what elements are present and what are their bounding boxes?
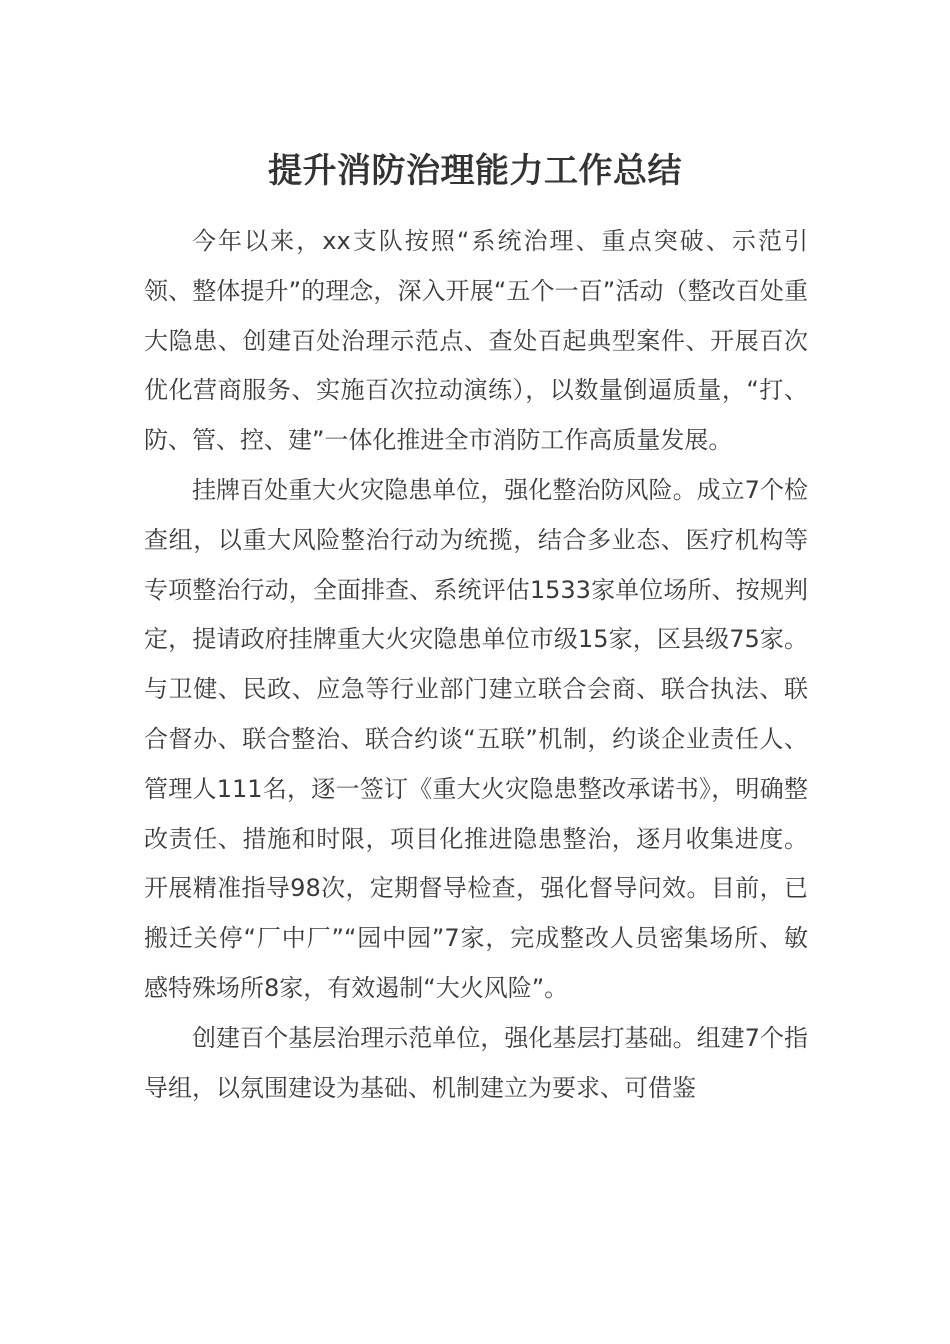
paragraph-intro: 今年以来，xx支队按照“系统治理、重点突破、示范引领、整体提升”的理念，深入开展“五个一百”活动（整改百处重大隐患、创建百处治理示范点、查处百起典型案件、开展百次优化营商服务、实施百次拉动演练），以数量倒逼质量，“打、防、管、控、建”一体化推进全市消防工作高质量发展。 — [144, 227, 808, 455]
document-body — [144, 217, 808, 1113]
paragraph-grassroots-demonstration: 创建百个基层治理示范单位，强化基层打基础。组建7个指导组，以氛围建设为基础、机制建立为要求、可借鉴 — [144, 1023, 808, 1102]
document-title: 提升消防治理能力工作总结 — [268, 151, 682, 191]
paragraph-hazard-rectification: 挂牌百处重大火灾隐患单位，强化整治防风险。成立7个检查组，以重大风险整治行动为统揽，结合多业态、医疗机构等专项整治行动，全面排查、系统评估1533家单位场所、按规判定，提请政府挂牌重大火灾隐患单位市级15家，区县级75家。与卫健、民政、应急等行业部门建立联合会商、联合执法、联合督办、联合整治、联合约谈“五联”机制，约谈企业责任人、管理人111名，逐一签订《重大火灾隐患整改承诺书》，明确整改责任、措施和时限，项目化推进隐患整治，逐月收集进度。开展精准指导98次，定期督导检查，强化督导问效。目前，已搬迁关停“厂中厂”“园中园”7家，完成整改人员密集场所、敏感特殊场所8家，有效遏制“大火风险”。 — [144, 475, 808, 1002]
